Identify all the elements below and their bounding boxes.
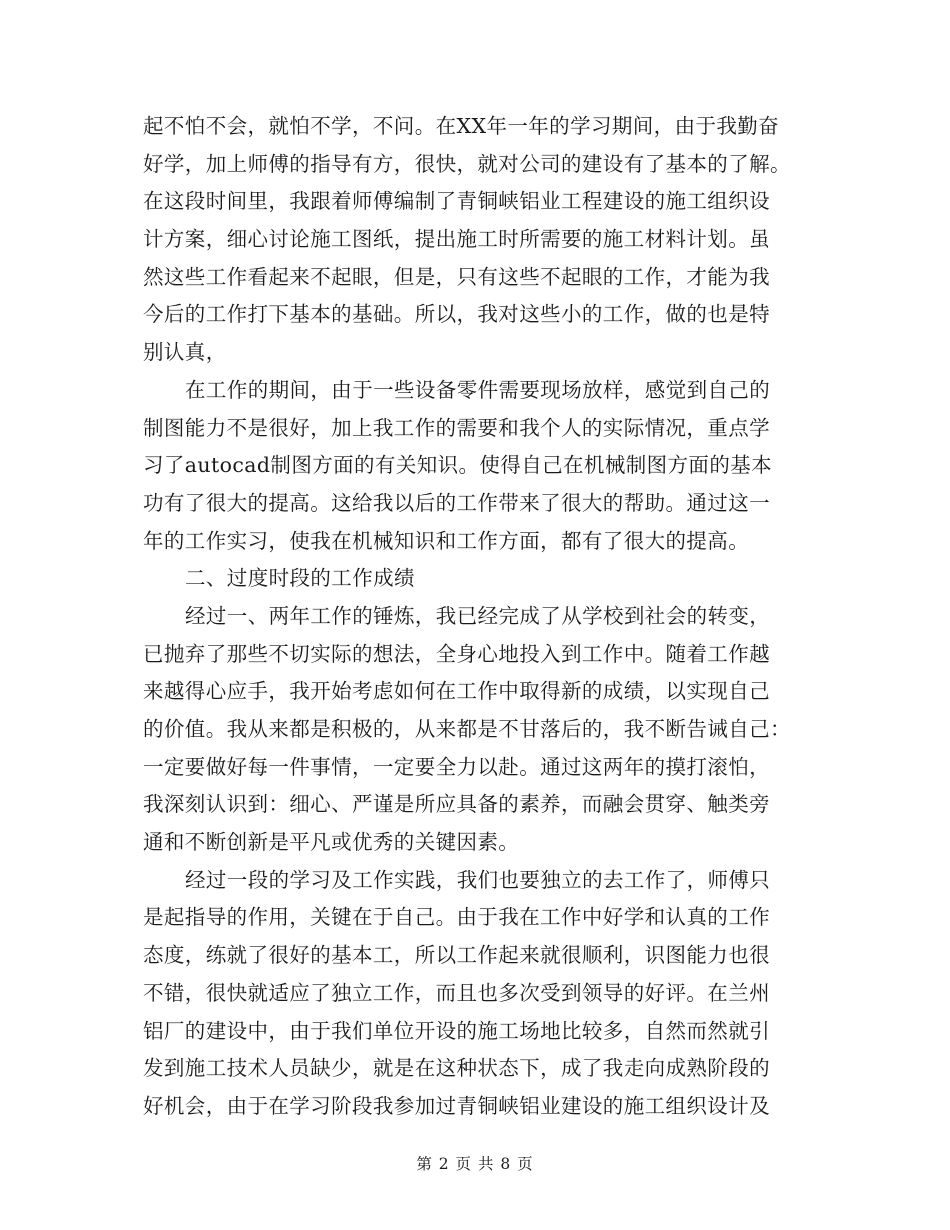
- page-number-footer: 第 2 页 共 8 页: [416, 1155, 534, 1173]
- text-line: 铝厂的建设中，由于我们单位开设的施工场地比较多，自然而然就引: [143, 1018, 770, 1043]
- paragraph-start-line: 在工作的期间，由于一些设备零件需要现场放样，感觉到自己的: [185, 377, 771, 402]
- paragraph-start-line: 经过一、两年工作的锤炼，我已经完成了从学校到社会的转变，: [185, 603, 771, 628]
- text-line: 是起指导的作用，关键在于自己。由于我在工作中好学和认真的工作: [143, 905, 770, 930]
- text-line: 年的工作实习，使我在机械知识和工作方面，都有了很大的提高。: [143, 528, 750, 553]
- text-line: 功有了很大的提高。这给我以后的工作带来了很大的帮助。通过这一: [143, 490, 770, 515]
- text-line: 我深刻认识到：细心、严谨是所应具备的素养，而融会贯穿、触类旁: [143, 792, 770, 817]
- document-body: [143, 108, 811, 1126]
- text-line: 通和不断创新是平凡或优秀的关键因素。: [143, 830, 520, 855]
- text-line: 好学，加上师傅的指导有方，很快，就对公司的建设有了基本的了解。: [143, 151, 791, 176]
- text-line: 起不怕不会，就怕不学，不问。在XX年一年的学习期间，由于我勤奋: [143, 114, 780, 138]
- section-heading: 二、过度时段的工作成绩: [185, 566, 415, 591]
- text-line: 计方案，细心讨论施工图纸，提出施工时所需要的施工材料计划。虽: [143, 227, 770, 252]
- text-line: 来越得心应手，我开始考虑如何在工作中取得新的成绩，以实现自己: [143, 679, 770, 704]
- text-line: 态度，练就了很好的基本工，所以工作起来就很顺利，识图能力也很: [143, 943, 770, 968]
- text-line: 发到施工技术人员缺少，就是在这种状态下，成了我走向成熟阶段的: [143, 1056, 770, 1081]
- text-line: 一定要做好每一件事情，一定要全力以赴。通过这两年的摸打滚怕，: [143, 754, 770, 779]
- text-line: 的价值。我从来都是积极的，从来都是不甘落后的，我不断告诫自己：: [143, 717, 791, 741]
- text-line: 已抛弃了那些不切实际的想法，全身心地投入到工作中。随着工作越: [143, 641, 770, 666]
- text-line: 别认真，: [143, 340, 227, 365]
- paragraph-start-line: 经过一段的学习及工作实践，我们也要独立的去工作了，师傅只: [185, 867, 771, 892]
- text-line: 然这些工作看起来不起眼，但是，只有这些不起眼的工作，才能为我: [143, 264, 770, 289]
- text-line: 不错，很快就适应了独立工作，而且也多次受到领导的好评。在兰州: [143, 980, 770, 1005]
- text-line: 好机会，由于在学习阶段我参加过青铜峡铝业建设的施工组织设计及: [143, 1093, 770, 1118]
- text-line: 制图能力不是很好，加上我工作的需要和我个人的实际情况，重点学: [143, 415, 770, 440]
- text-line: 今后的工作打下基本的基础。所以，我对这些小的工作，做的也是特: [143, 302, 770, 327]
- text-line: 在这段时间里，我跟着师傅编制了青铜峡铝业工程建设的施工组织设: [143, 189, 770, 214]
- text-line: 习了autocad制图方面的有关知识。使得自己在机械制图方面的基本: [143, 453, 773, 478]
